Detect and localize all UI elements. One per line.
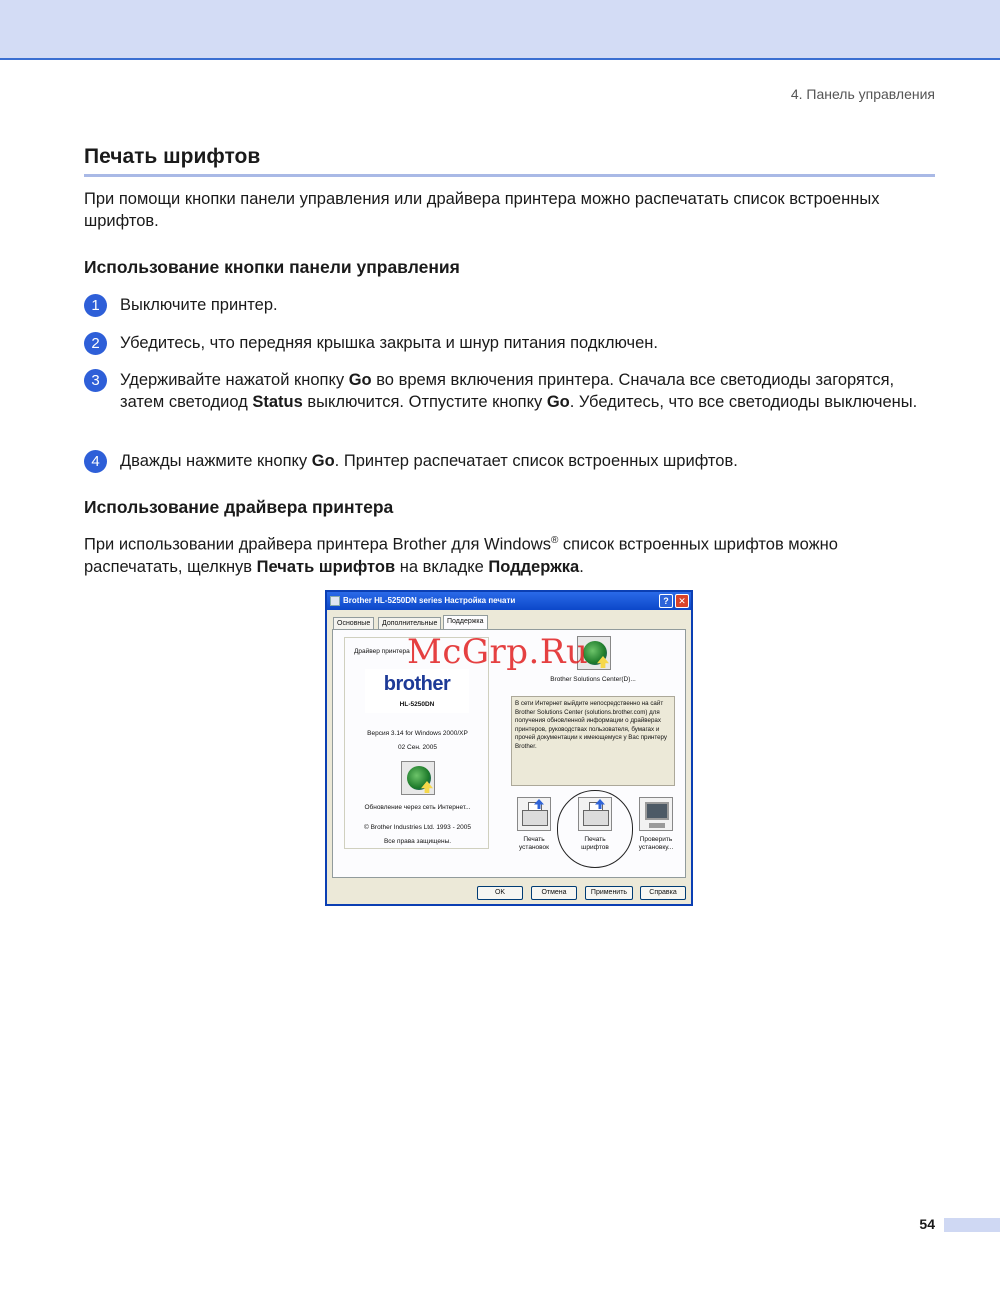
print-fonts-label[interactable]: Печать шрифтов xyxy=(581,836,609,851)
go-key: Go xyxy=(546,392,570,411)
panel-method-heading: Использование кнопки панели управления xyxy=(84,257,460,277)
solutions-center-label[interactable]: Brother Solutions Center(D)... xyxy=(550,676,636,683)
copyright: © Brother Industries Ltd. 1993 - 2005 xyxy=(363,824,472,831)
help-button[interactable]: Справка xyxy=(640,886,686,900)
driver-method-heading: Использование драйвера принтера xyxy=(84,497,394,517)
step-number: 2 xyxy=(84,332,107,355)
brother-logo-box xyxy=(365,669,469,713)
page-tab xyxy=(944,1218,1000,1232)
print-settings-icon[interactable] xyxy=(517,797,551,831)
go-key: Go xyxy=(348,371,372,389)
check-settings-icon[interactable] xyxy=(639,797,673,831)
chapter-header: 4. Панель управления xyxy=(790,86,935,102)
web-update-icon[interactable] xyxy=(401,761,435,795)
intro-paragraph: При помощи кнопки панели управления или драйвера принтера можно распечатать список встроенных шрифтов. xyxy=(84,190,880,230)
dialog-title: Brother HL-5250DN series Настройка печати xyxy=(343,596,516,605)
step-text: Выключите принтер. xyxy=(120,296,278,314)
title-rule xyxy=(84,174,935,177)
step-4 xyxy=(84,451,934,473)
step-2 xyxy=(84,333,934,355)
web-update-label[interactable]: Обновление через сеть Интернет... xyxy=(364,804,471,811)
print-settings-dialog xyxy=(325,590,693,906)
close-icon[interactable]: ✕ xyxy=(675,594,689,608)
dialog-title-bar xyxy=(327,592,691,610)
check-settings-label[interactable]: Проверить установку... xyxy=(638,836,674,851)
tab-support[interactable]: Поддержка xyxy=(443,615,488,630)
section-title: Печать шрифтов xyxy=(84,145,261,168)
brother-logo: brother xyxy=(383,673,451,695)
go-key: Go xyxy=(311,452,335,470)
step-1 xyxy=(84,295,934,317)
tab-basic[interactable]: Основные xyxy=(333,617,374,629)
printer-icon xyxy=(330,596,340,606)
step-number: 1 xyxy=(84,294,107,317)
cancel-button[interactable]: Отмена xyxy=(531,886,577,900)
driver-paragraph: При использовании драйвера принтера Brother для Windows® список встроенных шрифтов можно распечатать, щелкнув Печать шрифтов на вкладке Поддержка. xyxy=(84,535,838,576)
step-number: 4 xyxy=(84,450,107,473)
driver-date: 02 Сен. 2005 xyxy=(397,744,437,751)
highlight-circle xyxy=(557,790,633,868)
rights: Все права защищены. xyxy=(383,838,452,845)
step-3 xyxy=(84,370,934,413)
ok-button[interactable]: OK xyxy=(477,886,523,900)
group-label: Драйвер принтера xyxy=(354,648,410,655)
page-number: 54 xyxy=(919,1216,935,1232)
help-icon[interactable]: ? xyxy=(659,594,673,608)
step-text: Удерживайте нажатой кнопку Go во время включения принтера. Сначала все светодиоды загорятся, затем светодиод Status выключится. Отпустите кнопку Go. Убедитесь, что все светодиоды выключены. xyxy=(120,371,918,411)
driver-version: Версия 3.14 for Windows 2000/XP xyxy=(367,730,468,737)
watermark: McGrp.Ru xyxy=(407,632,589,672)
status-led: Status xyxy=(252,392,303,411)
tab-advanced[interactable]: Дополнительные xyxy=(378,617,441,629)
model-name: HL-5250DN xyxy=(399,701,435,708)
print-settings-label[interactable]: Печать установок xyxy=(519,836,549,851)
step-text: Дважды нажмите кнопку Go. Принтер распечатает список встроенных шрифтов. xyxy=(120,452,738,470)
info-text: В сети Интернет выйдите непосредственно на сайт Brother Solutions Center (solutions.brother.com) для получения обновленной информации о драйверах принтеров, руководствах пользователя, бумагах и прочей документации к имеющемуся у Вас принтеру Brother. xyxy=(511,696,675,786)
top-band xyxy=(0,0,1000,60)
apply-button[interactable]: Применить xyxy=(585,886,633,900)
step-number: 3 xyxy=(84,369,107,392)
step-text: Убедитесь, что передняя крышка закрыта и шнур питания подключен. xyxy=(120,334,659,352)
